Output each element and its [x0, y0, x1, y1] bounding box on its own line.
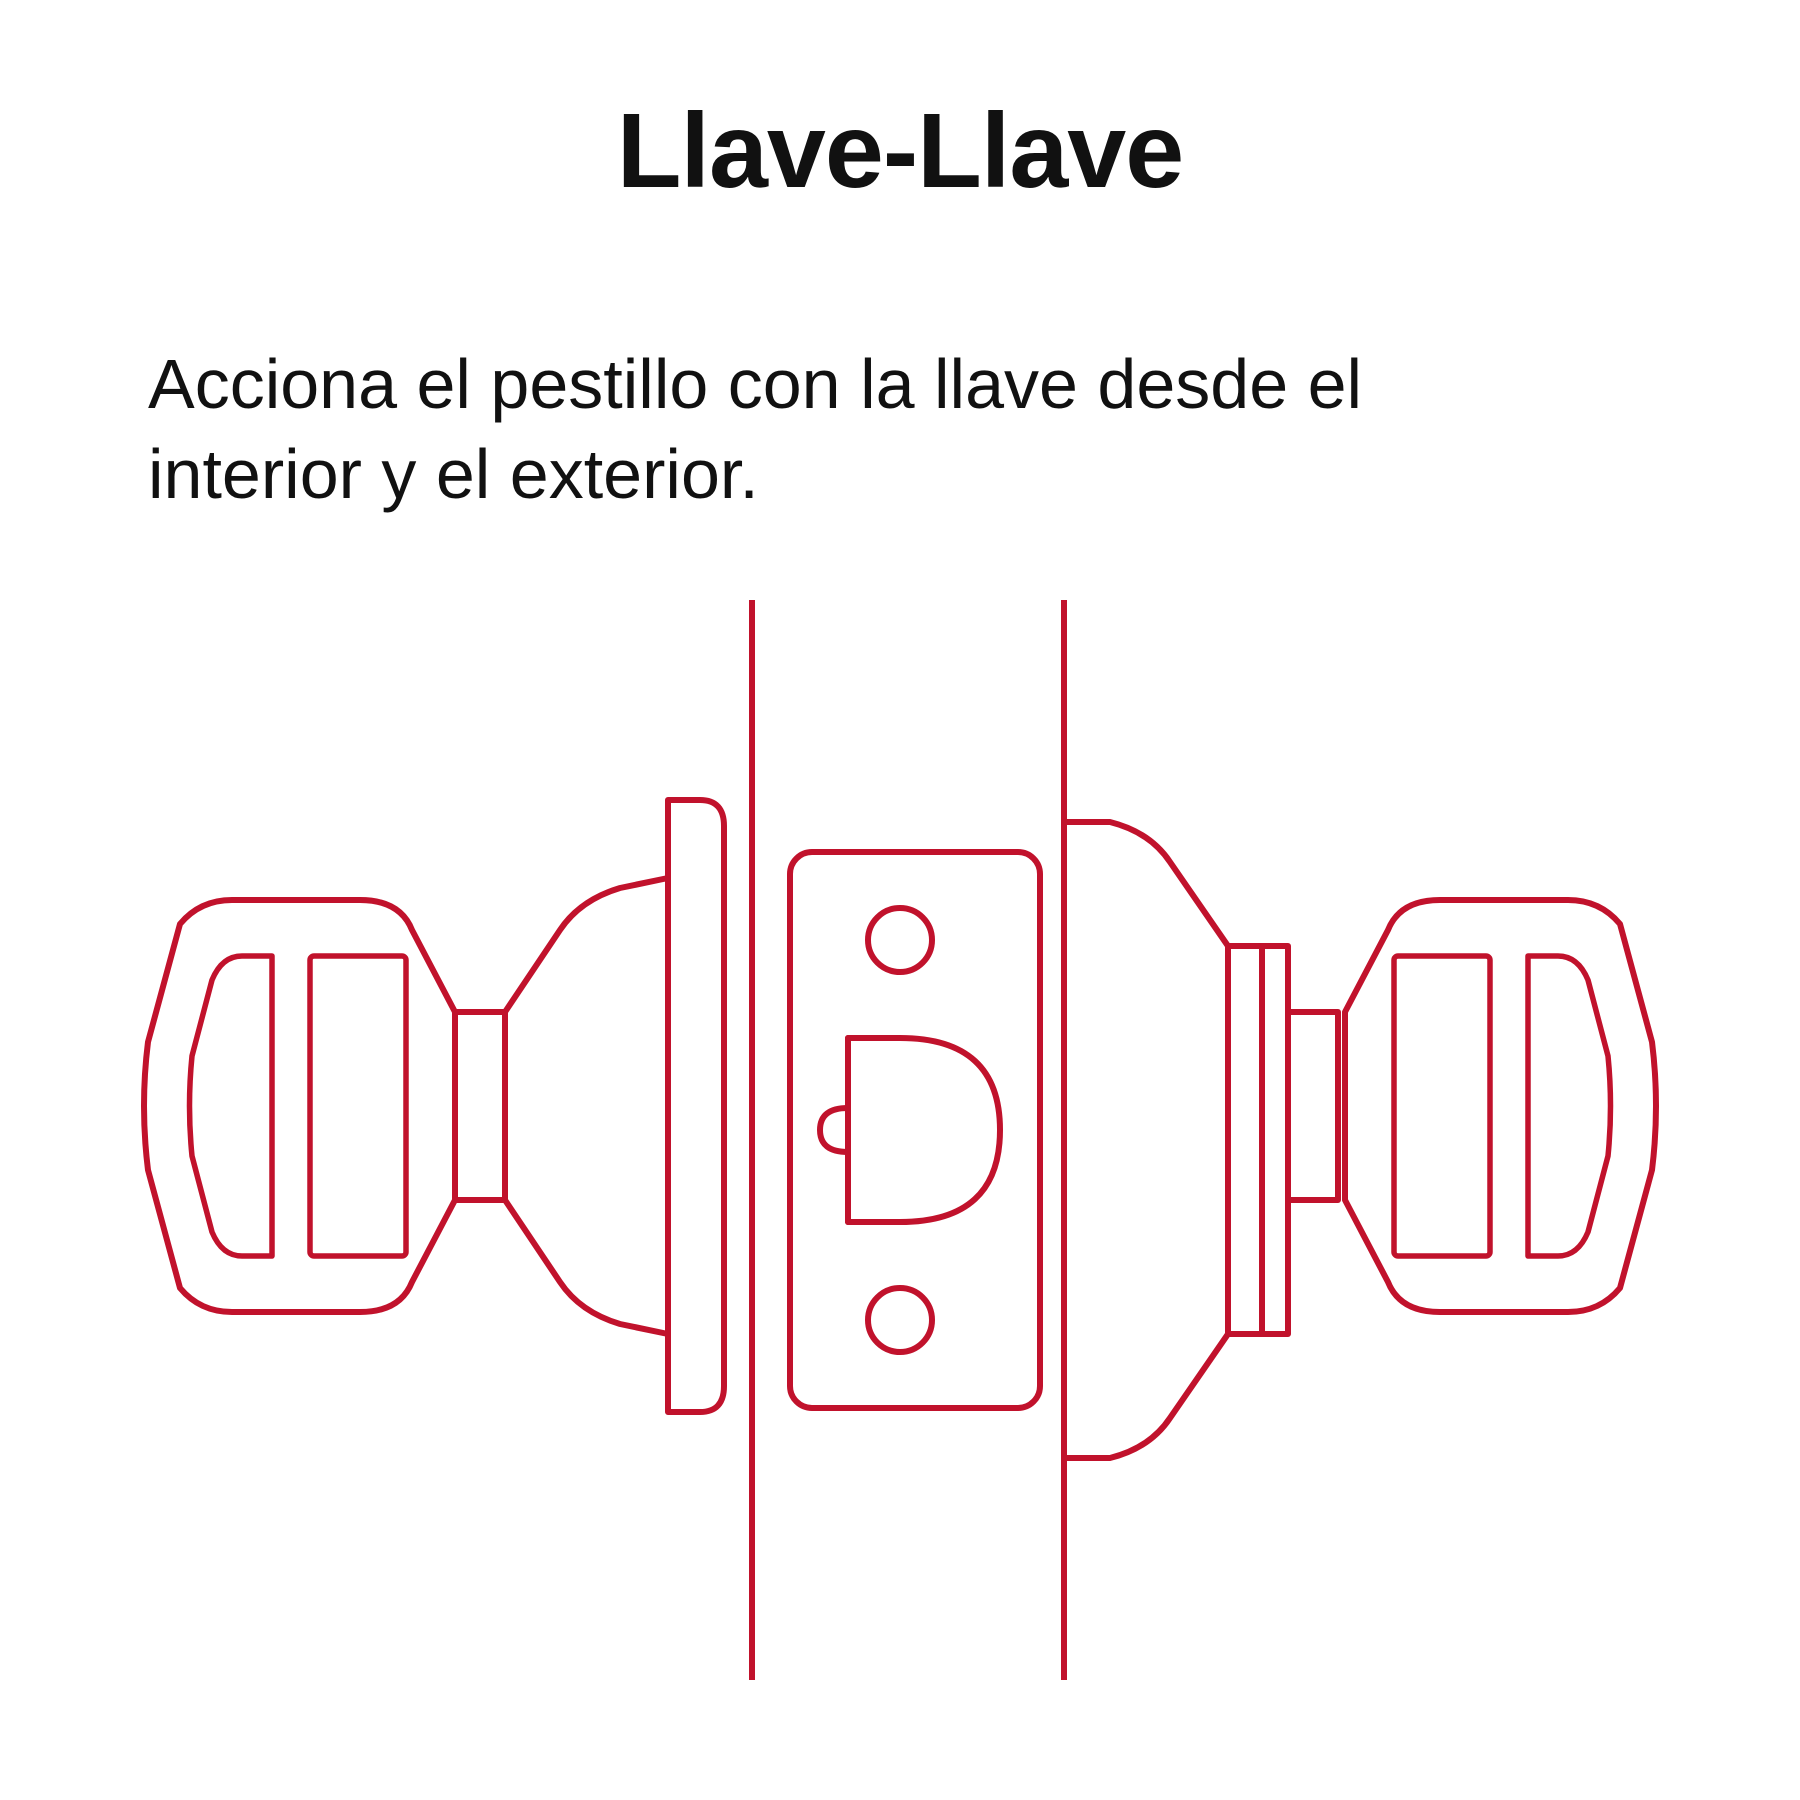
exterior-key-cylinder — [144, 800, 724, 1412]
interior-key-cylinder — [1064, 822, 1656, 1458]
page-description: Acciona el pestillo con la llave desde el interior y el exterior. — [148, 345, 1363, 513]
page-title: Llave-Llave — [616, 92, 1184, 210]
door-lock-cylinder-diagram — [0, 600, 1800, 1680]
diagram-container — [0, 600, 1800, 1680]
latch-bolt — [820, 1038, 1000, 1222]
